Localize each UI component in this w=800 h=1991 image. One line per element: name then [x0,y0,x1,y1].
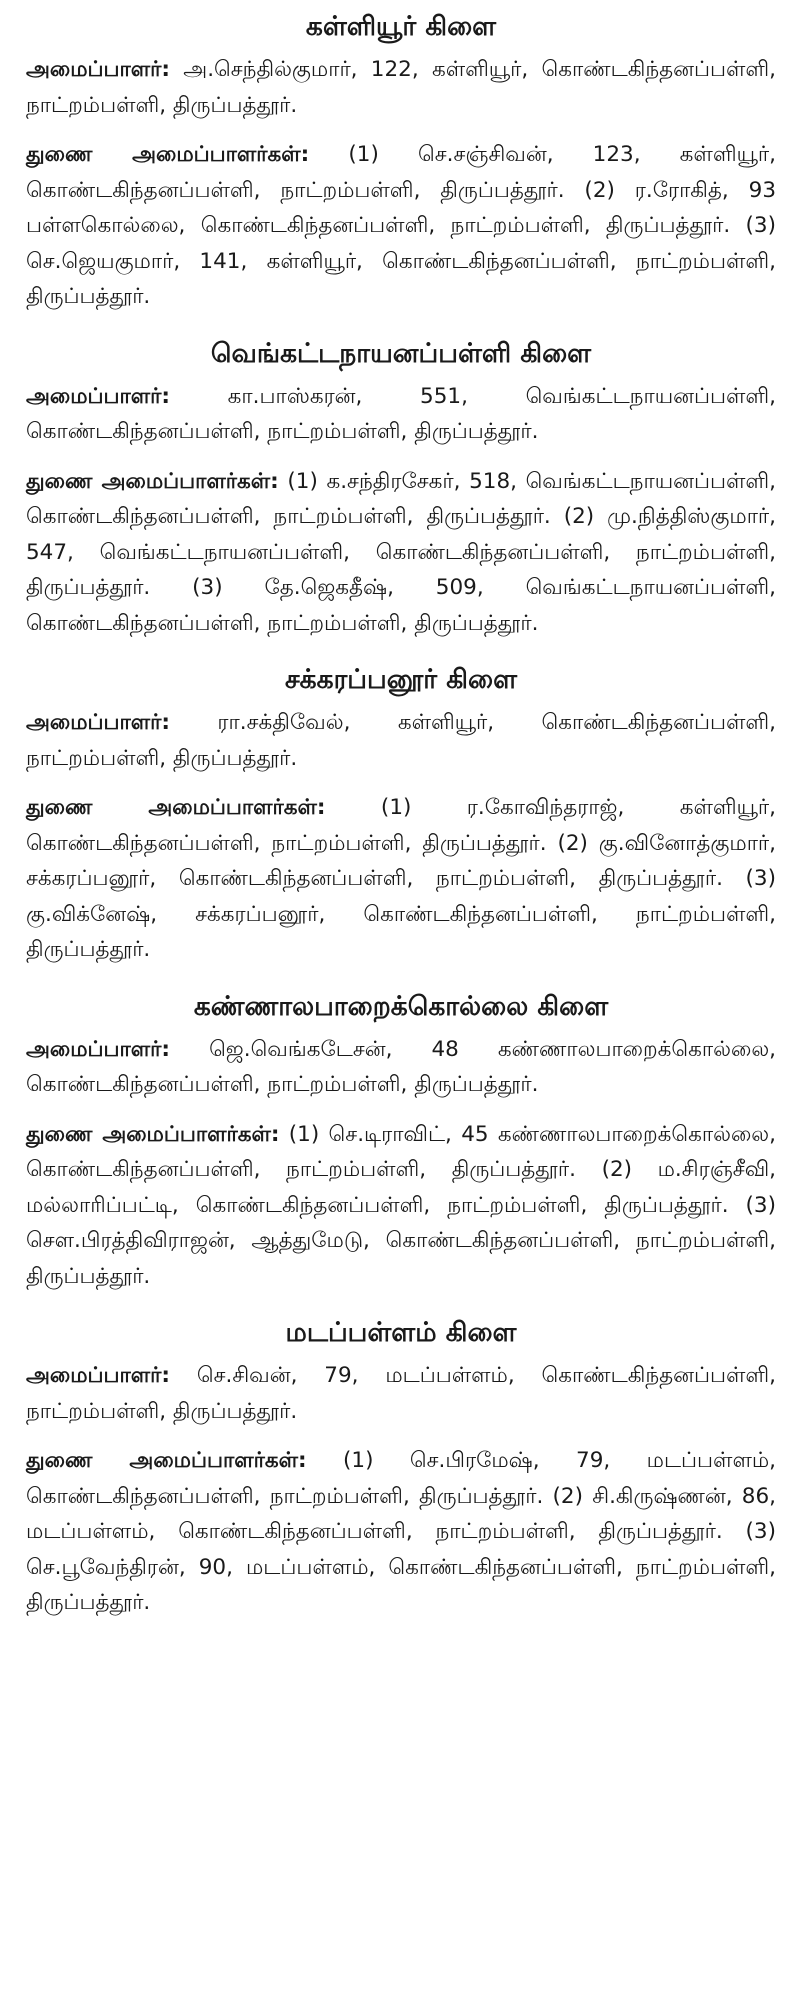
deputy-organizers-label: துணை அமைப்பாளர்கள்: [26,1448,307,1473]
organizer-label: அமைப்பாளர்: [26,57,171,82]
branch-section [26,1308,776,1621]
organizer-text: செ.சிவன், 79, மடப்பள்ளம், கொண்டகிந்தனப்பள்ளி, நாட்றம்பள்ளி, திருப்பத்தூர். [26,1363,776,1424]
deputy-organizers-paragraph [26,1443,776,1621]
organizer-label: அமைப்பாளர்: [26,383,171,409]
deputy-organizers-text: (1) செ.டிராவிட், 45 கண்ணாலபாறைக்கொல்லை, கொண்டகிந்தனப்பள்ளி, நாட்றம்பள்ளி, திருப்பத்தூர். (2) ம.சிரஞ்சீவி, மல்லாரிப்பட்டி, கொண்டகிந்தனப்பள்ளி, நாட்றம்பள்ளி, திருப்பத்தூர். (3) சௌ.பிரத்திவிராஜன், ஆத்துமேடு, கொண்டகிந்தனப்பள்ளி, நாட்றம்பள்ளி, திருப்பத்தூர். [26,1121,776,1289]
branch-title: வெங்கட்டநாயனப்பள்ளி கிளை [210,337,592,369]
branch-section [26,655,776,968]
branch-title: மடப்பள்ளம் கிளை [285,1317,517,1348]
organizer-label: அமைப்பாளர்: [26,1363,171,1388]
deputy-organizers-label: துணை அமைப்பாளர்கள்: [26,142,310,167]
deputy-organizers-text: (1) ர.கோவிந்தராஜ், கள்ளியூர், கொண்டகிந்தனப்பள்ளி, நாட்றம்பள்ளி, திருப்பத்தூர். (2) கு.வினோத்குமார், சக்கரப்பனூர், கொண்டகிந்தனப்பள்ளி, நாட்றம்பள்ளி, திருப்பத்தூர். (3) கு.விக்னேஷ், சக்கரப்பனூர், கொண்டகிந்தனப்பள்ளி, நாட்றம்பள்ளி, திருப்பத்தூர். [26,795,776,962]
organizer-label: அமைப்பாளர்: [26,1036,171,1062]
deputy-organizers-label: துணை அமைப்பாளர்கள்: [26,468,279,494]
branch-title: சக்கரப்பனூர் கிளை [285,664,517,695]
deputy-organizers-paragraph [26,790,776,968]
organizer-paragraph [26,705,776,776]
organizer-paragraph [26,379,776,450]
branch-title: கள்ளியூர் கிளை [305,11,497,42]
deputy-organizers-text: (1) க.சந்திரசேகர், 518, வெங்கட்டநாயனப்பள்ளி, கொண்டகிந்தனப்பள்ளி, நாட்றம்பள்ளி, திருப்பத்தூர். (2) மு.நித்திஸ்குமார், 547, வெங்கட்டநாயனப்பள்ளி, கொண்டகிந்தனப்பள்ளி, நாட்றம்பள்ளி, திருப்பத்தூர். (3) தே.ஜெகதீஷ், 509, வெங்கட்டநாயனப்பள்ளி, கொண்டகிந்தனப்பள்ளி, நாட்றம்பள்ளி, திருப்பத்தூர். [26,468,776,636]
deputy-organizers-paragraph [26,1117,776,1295]
branch-section [26,2,776,315]
organizer-paragraph [26,1032,776,1103]
organizer-paragraph [26,52,776,123]
deputy-organizers-label: துணை அமைப்பாளர்கள்: [26,1121,280,1147]
deputy-organizers-paragraph [26,137,776,315]
deputy-organizers-label: துணை அமைப்பாளர்கள்: [26,795,326,820]
deputy-organizers-text: (1) செ.பிரமேஷ், 79, மடப்பள்ளம், கொண்டகிந்தனப்பள்ளி, நாட்றம்பள்ளி, திருப்பத்தூர். (2) சி.கிருஷ்ணன், 86, மடப்பள்ளம், கொண்டகிந்தனப்பள்ளி, நாட்றம்பள்ளி, திருப்பத்தூர். (3) செ.பூவேந்திரன், 90, மடப்பள்ளம், கொண்டகிந்தனப்பள்ளி, நாட்றம்பள்ளி, திருப்பத்தூர். [26,1448,776,1615]
branch-section [26,982,776,1295]
deputy-organizers-paragraph [26,464,776,642]
organizer-text: ஜெ.வெங்கடேசன், 48 கண்ணாலபாறைக்கொல்லை, கொண்டகிந்தனப்பள்ளி, நாட்றம்பள்ளி, திருப்பத்தூர். [26,1036,776,1097]
organizer-text: ரா.சக்திவேல், கள்ளியூர், கொண்டகிந்தனப்பள்ளி, நாட்றம்பள்ளி, திருப்பத்தூர். [26,710,776,771]
deputy-organizers-text: (1) செ.சஞ்சிவன், 123, கள்ளியூர், கொண்டகிந்தனப்பள்ளி, நாட்றம்பள்ளி, திருப்பத்தூர். (2) ர.ரோகித், 93 பள்ளகொல்லை, கொண்டகிந்தனப்பள்ளி, நாட்றம்பள்ளி, திருப்பத்தூர். (3) செ.ஜெயகுமார், 141, கள்ளியூர், கொண்டகிந்தனப்பள்ளி, நாட்றம்பள்ளி, திருப்பத்தூர். [26,142,776,309]
branch-section [26,329,776,642]
organizer-text: கா.பாஸ்கரன், 551, வெங்கட்டநாயனப்பள்ளி, கொண்டகிந்தனப்பள்ளி, நாட்றம்பள்ளி, திருப்பத்தூர். [26,383,776,444]
branch-title: கண்ணாலபாறைக்கொல்லை கிளை [193,990,609,1022]
organizer-label: அமைப்பாளர்: [26,710,171,735]
organizer-paragraph [26,1358,776,1429]
organizer-text: அ.செந்தில்குமார், 122, கள்ளியூர், கொண்டகிந்தனப்பள்ளி, நாட்றம்பள்ளி, திருப்பத்தூர். [26,57,776,118]
